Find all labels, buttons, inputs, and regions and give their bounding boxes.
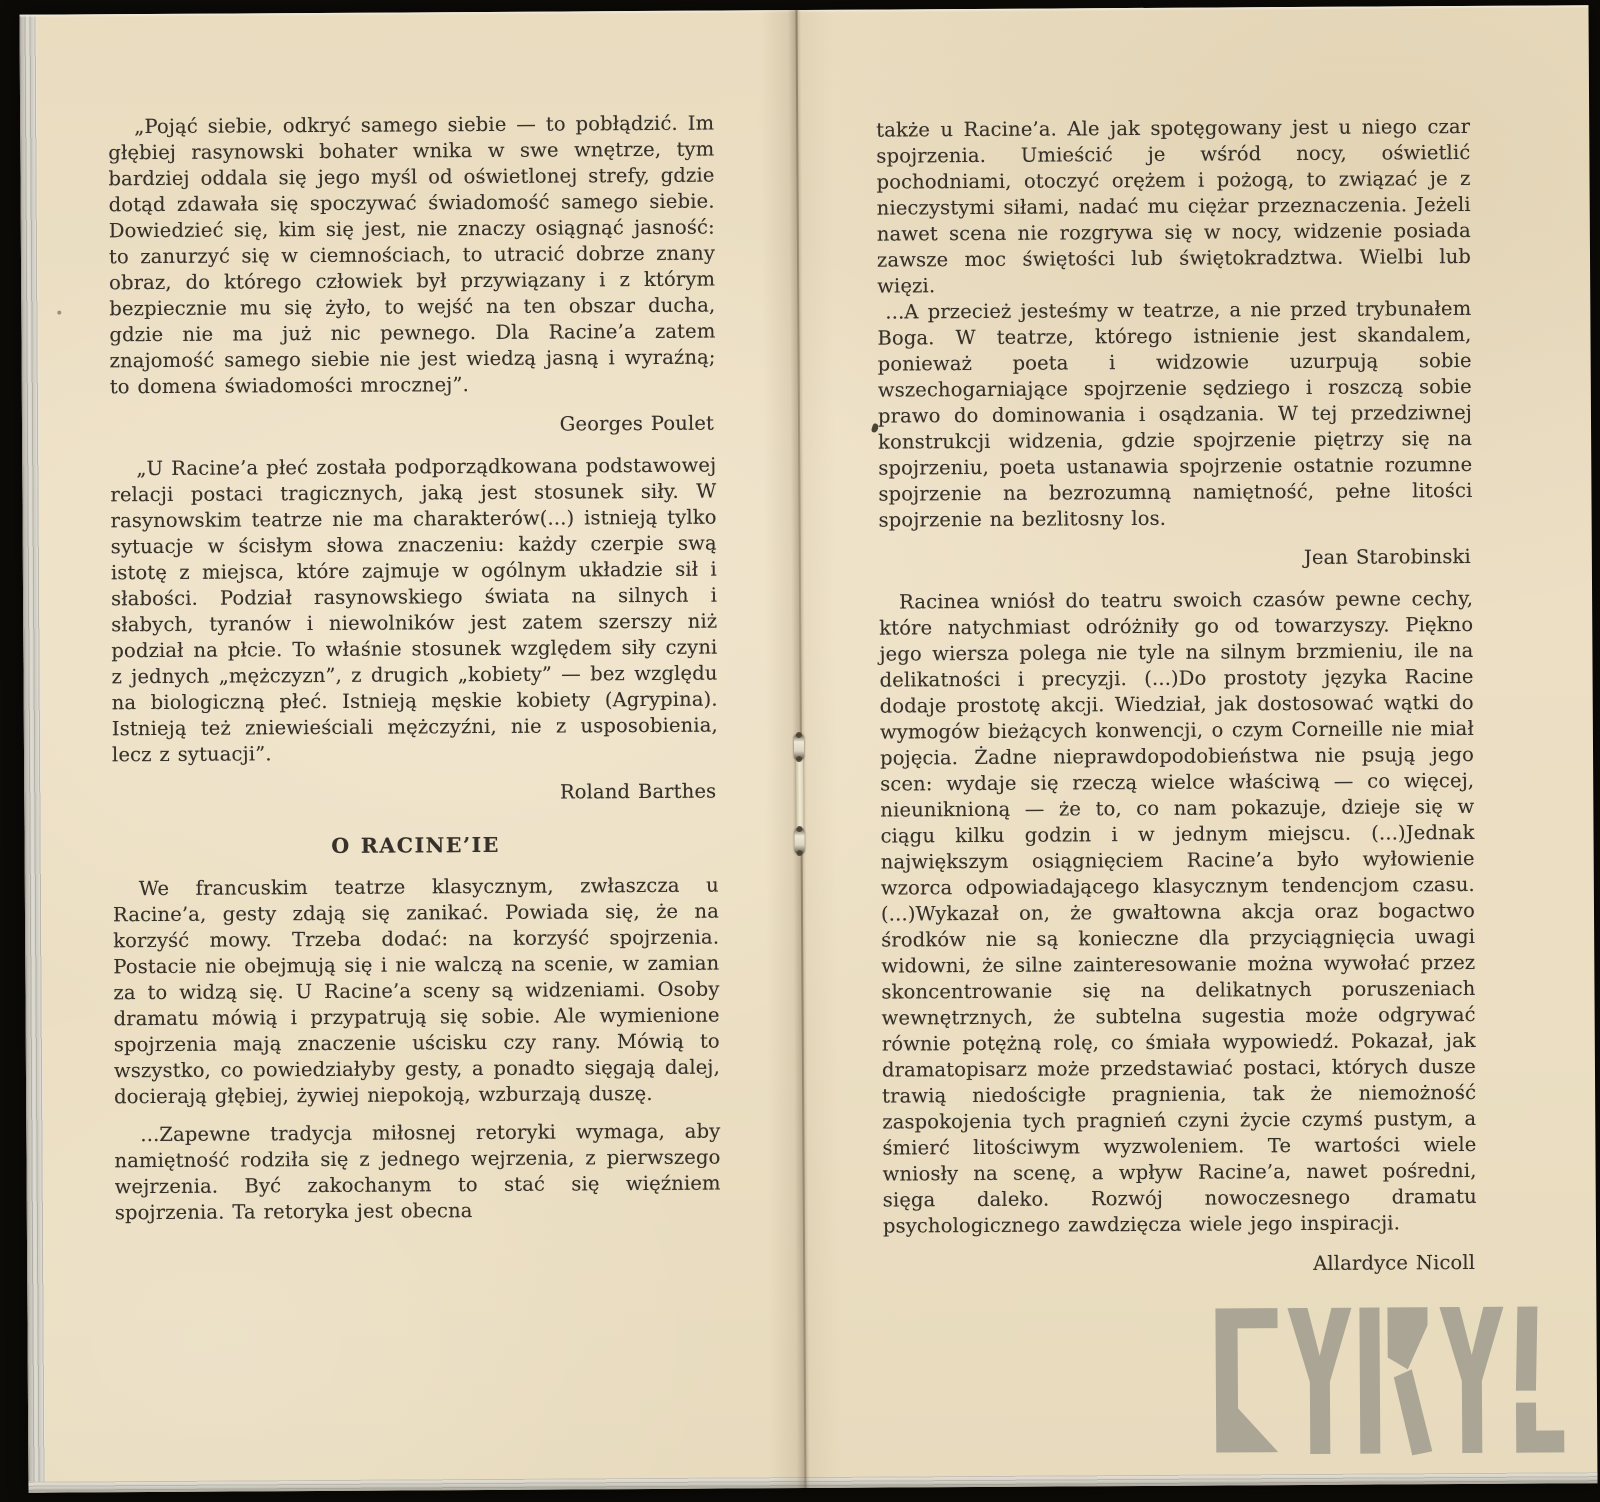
right-page-text-column: [876, 114, 1477, 1296]
attribution-roland-barthes: Roland Barthes: [559, 779, 717, 804]
staple-bottom: [794, 828, 804, 854]
quote-poulet: „Pojąć siebie, odkryć samego siebie — to pobłądzić. Im głębiej rasynowski bohater wnika w swe wnętrze, tym bardziej oddala się jego myśl od oświetlonej strefy, gdzie dotąd zdawała się spoczywać świadomość samego siebie. Dowiedzieć się, kim się jest, nie znaczy osiągnąć jasność: to zanurzyć się w ciemnościach, to utracić dobrze znany obraz, do którego człowiek był przywiązany i z którym bezpiecznie mu się żyło, to wejść na ten obszar ducha, gdzie nie ma już nic pewnego. Dla Racine’a zatem znajomość samego siebie nie jest wiedzą jasną i wyraźną; to domena świadomości mrocznej”.: [108, 111, 716, 399]
paragraph-nicoll-essay: Racinea wniósł do teatru swoich czasów pewne cechy, które natychmiast odróżniły go od towarzyszy. Piękno jego wiersza polega nie tyle na silnym brzmieniu, ile na delikatności i precyzji. (...)Do prostoty języka Racine dodaje prostotę akcji. Wiedział, jak dostosować wątki do wymogów bieżących konwencji, o czym Corneille nie miał pojęcia. Żadne nieprawdopodobieństwa nie psują jego scen: wydaje się rzeczą wielce właściwą — co więcej, nieuniknioną — że to, co nam pokazuje, dzieje się w ciągu kilku godzin i w jednym miejscu. (...)Jednak największym osiągnięciem Racine’a było wyłowienie wzorca odpowiadającego klasycznym tendencjom czasu. (...)Wykazał on, że gwałtowna akcja oraz bogactwo środków nie są konieczne dla przyciągnięcia uwagi widowni, że silne zainteresowanie można wywołać przez skoncentrowanie się na delikatnych poruszeniach wewnętrznych, że subtelna sugestia może odgrywać równie potężną rolę, co śmiała wypowiedź. Pokazał, jak dramatopisarz może przedstawiać postaci, których dusze trawią niedościgłe pragnienia, tak że niemożność zaspokojenia tych pragnień czyni życie czymś pustym, a śmierć litościwym wyzwoleniem. Te wartości wiele wniosły na scenę, a wpływ Racine’a, nawet pośredni, sięga daleko. Rozwój nowoczesnego dramatu psychologicznego zawdzięcza wiele jego inspiracji.: [879, 586, 1477, 1238]
staple-top: [794, 734, 804, 760]
paragraph-continuation: także u Racine’a. Ale jak spotęgowany jest u niego czar spojrzenia. Umieścić je wśród nocy, oświetlić pochodniami, otoczyć orężem i pożogą, to związać je z nieczystymi siłami, nadać mu ciężar przeznaczenia. Jeżeli nawet scena nie rozgrywa się w nocy, widzenie posiada zawsze moc świętości lub świętokradztwa. Wielbi lub więzi.: [876, 114, 1472, 298]
left-page-text-column: [108, 111, 721, 1227]
binding-thread: [796, 754, 803, 830]
section-heading-o-racineie: O RACINE’IE: [331, 832, 500, 858]
paragraph-o-racineie-1: We francuskim teatrze klasycznym, zwłaszcza u Racine’a, gesty zdają się zanikać. Powiada się, że na korzyść mowy. Trzeba dodać: na korzyść spojrzenia. Postacie nie obejmują się i nie walczą na scenie, w zamian za to widzą się. U Racine’a sceny są widzeniami. Osoby dramatu mówią i przypatrują się sobie. Ale wymienione spojrzenia mają znaczenie uścisku czy rany. Mówią to wszystko, co powiedziałyby gesty, a ponadto sięgają dalej, docierają głębiej, żywiej niepokoją, wzburzają duszę.: [112, 873, 721, 1109]
attribution-allardyce-nicoll: Allardyce Nicoll: [1313, 1250, 1476, 1275]
dust-speck: [57, 311, 61, 315]
cyryl-watermark: [1211, 1301, 1568, 1469]
cyryl-watermark-letters: [1215, 1306, 1564, 1456]
quote-barthes: „U Racine’a płeć została podporządkowana podstawowej relacji postaci tragicznych, jaką jest stosunek siły. W rasynowskim teatrze nie ma charakterów(...) istnieją tylko sytuacje w ścisłym słowa znaczeniu: każdy czerpie swą istotę z miejsca, które zajmuje w ogólnym układzie sił i słabości. Podział rasynowskiego świata na silnych i słabych, tyranów i niewolników jest zatem szerszy niż podział na płcie. To właśnie stosunek względem siły czyni z jednych „mężczyzn”, z drugich „kobiety” — bez względu na biologiczną płeć. Istnieją męskie kobiety (Agrypina). Istnieją też zniewieściali mężczyźni, nie z usposobienia, lecz z sytuacji”.: [110, 453, 718, 767]
booklet-paper: [20, 5, 1598, 1493]
page-fore-edge-left: [20, 15, 46, 1493]
paragraph-a-przeciez: ...A przecież jesteśmy w teatrze, a nie przed trybunałem Boga. W teatrze, którego istnienie jest skandalem, ponieważ poeta i widzowie uzurpują sobie wszechogarniające spojrzenie sędziego i roszczą sobie prawo do dominowania i osądzania. W tej przedziwnej konstrukcji widzenia, gdzie spojrzenie piętrzy się na spojrzeniu, poeta ustanawia spojrzenie ostatnie rozumne spojrzenie na bezrozumną namiętność, pełne litości spojrzenie na bezlitosny los.: [877, 296, 1473, 532]
paragraph-o-racineie-2: ...Zapewne tradycja miłosnej retoryki wymaga, aby namiętność rodziła się z jednego wejrzenia, z pierwszego wejrzenia. Być zakochanym to stać się więźniem spojrzenia. Ta retoryka jest obecna: [114, 1119, 721, 1225]
attribution-georges-poulet: Georges Poulet: [559, 411, 715, 436]
attribution-jean-starobinski: Jean Starobinski: [1303, 544, 1471, 569]
